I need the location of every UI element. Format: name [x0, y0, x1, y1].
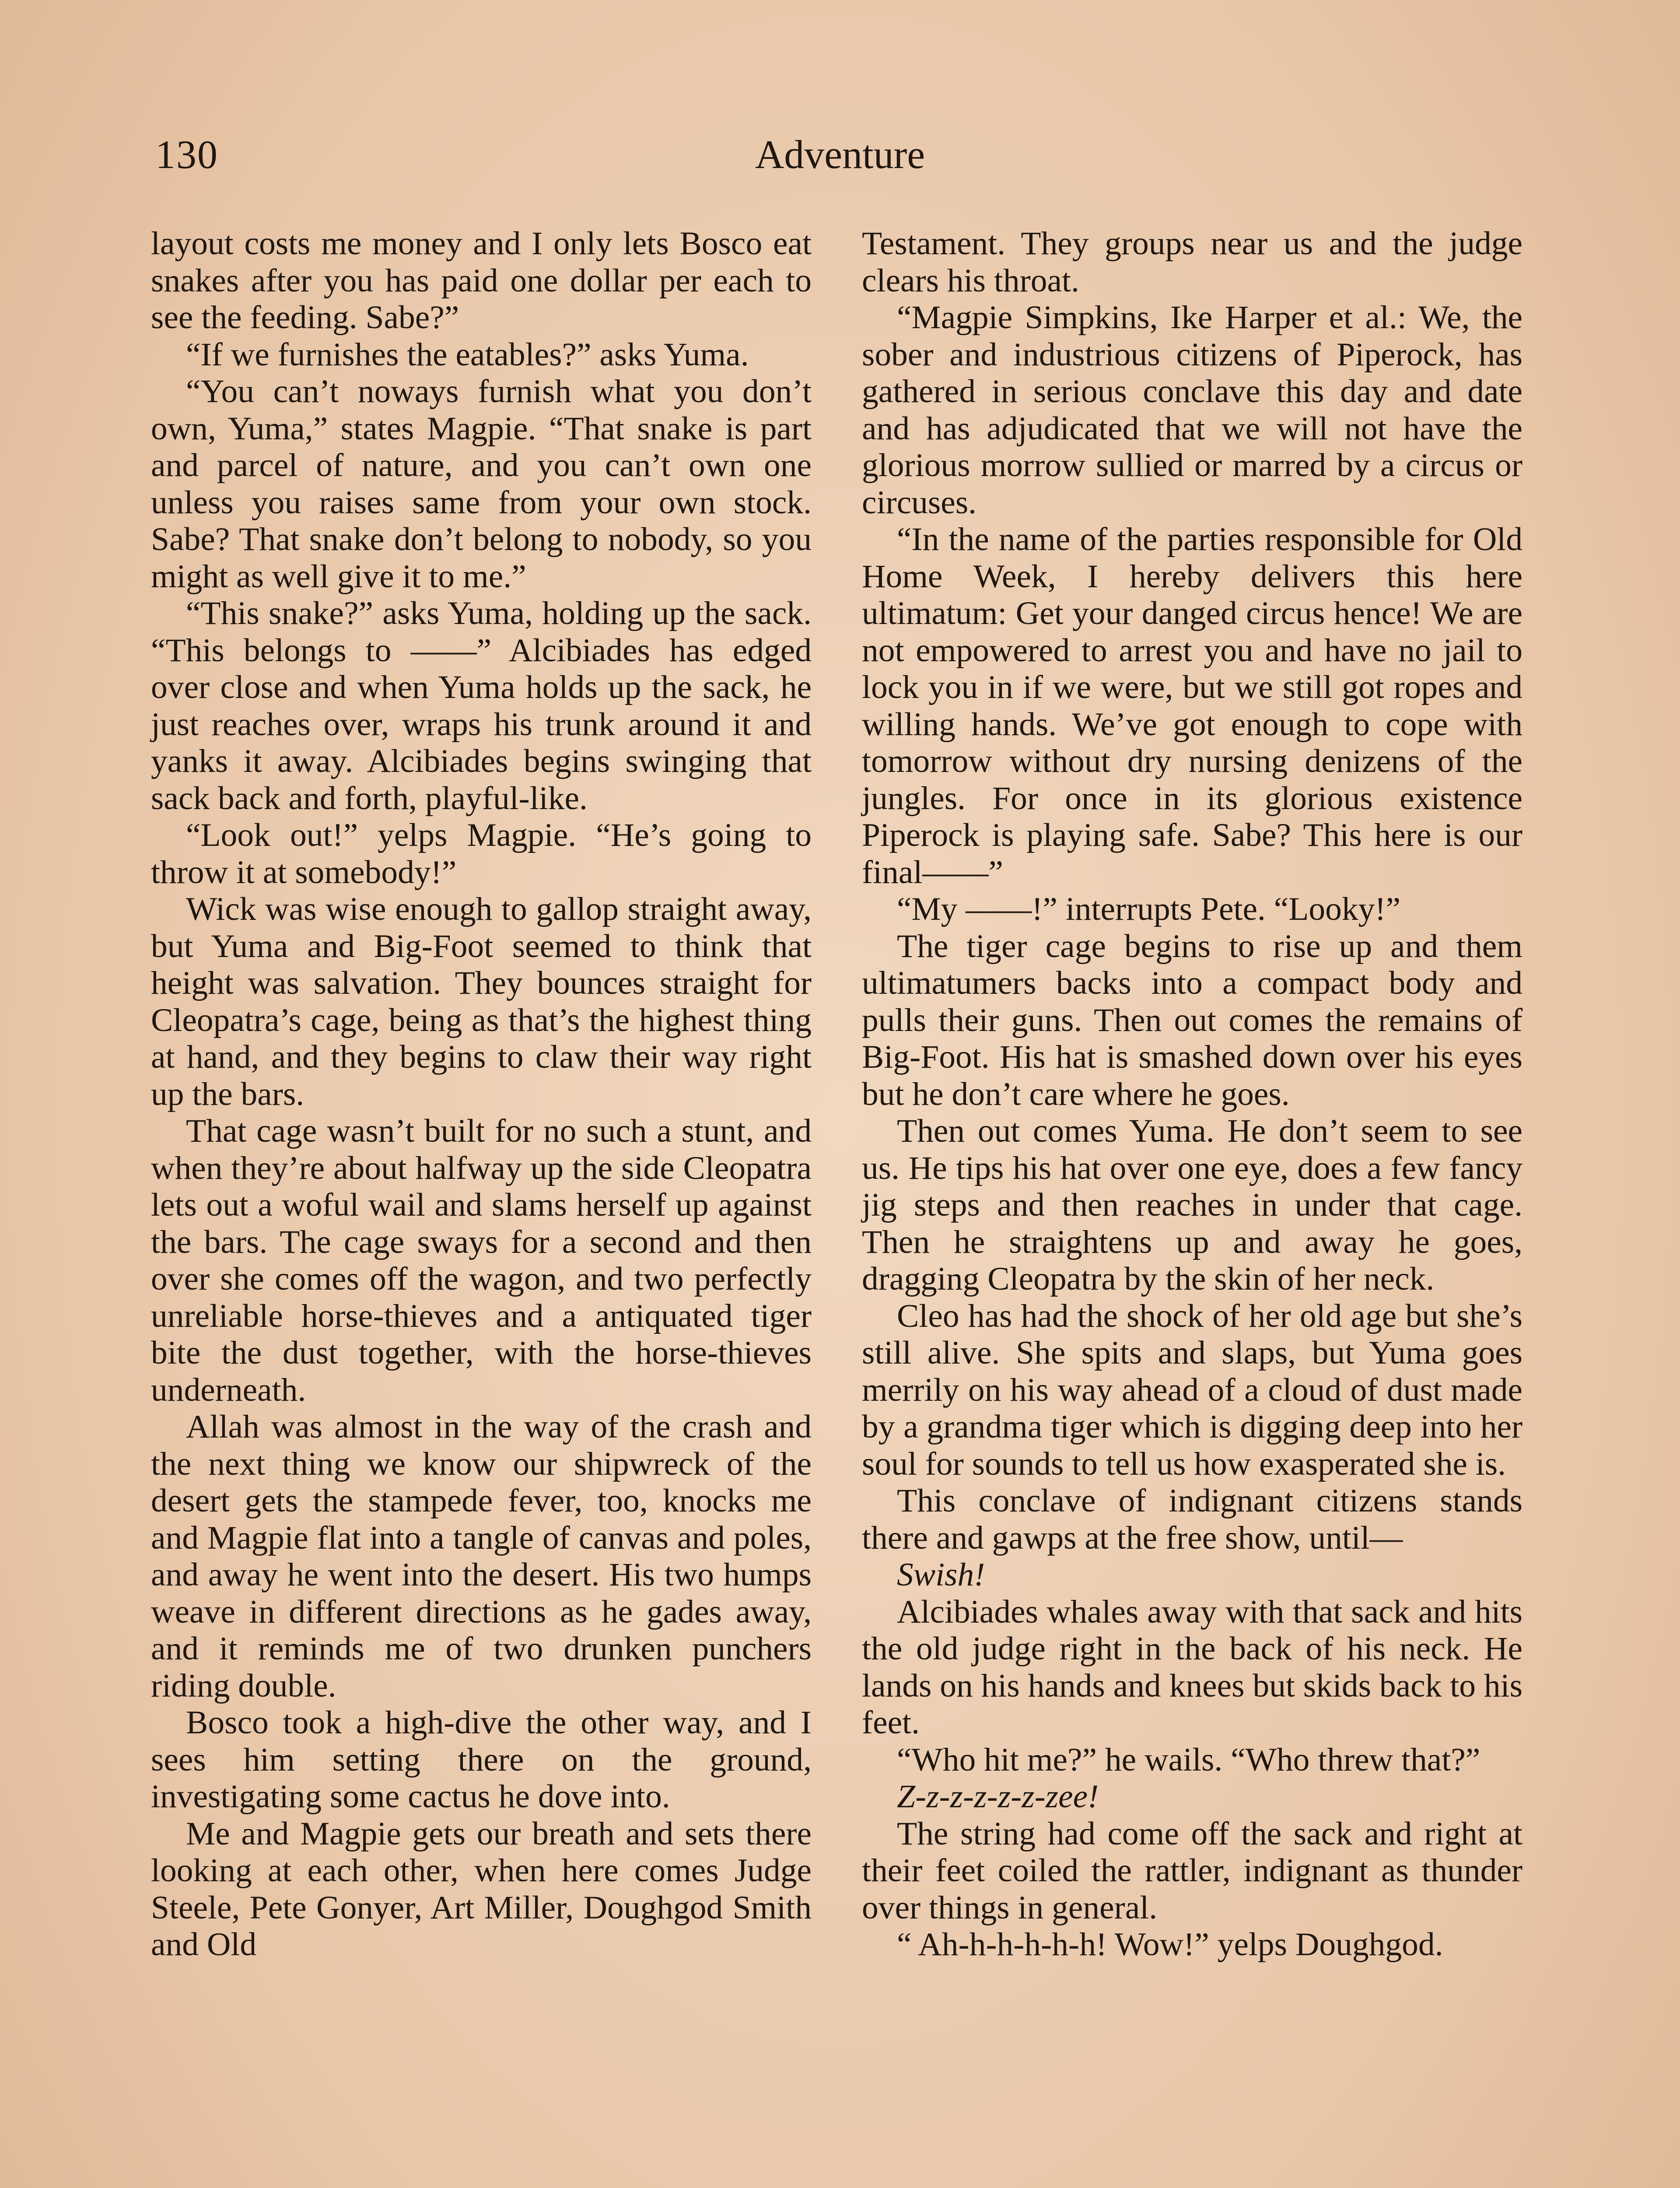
paragraph: “In the name of the parties responsible for Old Home Week, I hereby delivers this here ultimatum: Get your danged circus hence! We are not empowered to arrest you and have no jail to lock you in if we were, but we still got ropes and willing hands. We’ve got enough to cope with tomorrow without dry nursing denizens of the jungles. For once in its glorious existence Piperock is playing safe. Sabe? This here is our final——” — [862, 521, 1522, 891]
paragraph: The tiger cage begins to rise up and them ultimatumers backs into a compact body and pulls their guns. Then out comes the remains of Big-Foot. His hat is smashed down over his eyes but he don’t care where he goes. — [862, 928, 1522, 1112]
paragraph: “ Ah-h-h-h-h-h! Wow!” yelps Doughgod. — [897, 1926, 1443, 1963]
paragraph: This conclave of indignant citizens stands there and gawps at the free show, until— — [862, 1483, 1522, 1556]
paragraph: “If we furnishes the eatables?” asks Yuma. — [186, 336, 749, 373]
paragraph: Swish! — [897, 1557, 985, 1593]
paragraph: The string had come off the sack and right at their feet coiled the rattler, indignant as thunder over things in general. — [862, 1815, 1522, 1926]
paragraph: Bosco took a high-dive the other way, and I sees him setting there on the ground, investigating some cactus he dove into. — [151, 1704, 812, 1815]
running-title: Adventure — [755, 132, 925, 177]
left-column — [151, 225, 812, 1964]
paragraph: Cleo has had the shock of her old age but she’s still alive. She spits and slaps, but Yuma goes merrily on his way ahead of a cloud of dust made by a grandma tiger which is digging deep into her soul for sounds to tell us how exasperated she is. — [862, 1297, 1522, 1482]
right-column — [862, 225, 1522, 1964]
paragraph: “This snake?” asks Yuma, holding up the sack. “This belongs to ——” Alcibiades has edged over close and when Yuma holds up the sack, he just reaches over, wraps his trunk around it and yanks it away. Alcibiades begins swinging that sack back and forth, playful-like. — [151, 595, 812, 817]
paragraph: Allah was almost in the way of the crash and the next thing we know our shipwreck of the desert gets the stampede fever, too, knocks me and Magpie flat into a tangle of canvas and poles, and away he went into the desert. His two humps weave in different directions as he gades away, and it reminds me of two drunken punchers riding double. — [151, 1409, 812, 1704]
paragraph: “Who hit me?” he wails. “Who threw that?” — [897, 1741, 1480, 1778]
paragraph: Z-z-z-z-z-z-zee! — [897, 1778, 1099, 1815]
paragraph: “Look out!” yelps Magpie. “He’s going to throw it at somebody!” — [151, 817, 812, 891]
paragraph: Wick was wise enough to gallop straight away, but Yuma and Big-Foot seemed to think that height was salvation. They bounces straight for Cleopatra’s cage, being as that’s the highest thing at hand, and they begins to claw their way right up the bars. — [151, 891, 812, 1112]
paragraph: That cage wasn’t built for no such a stunt, and when they’re about halfway up the side Cleopatra lets out a woful wail and slams herself up against the bars. The cage sways for a second and then over she comes off the wagon, and two perfectly unreliable horse-thieves and a antiquated tiger bite the dust together, with the horse-thieves underneath. — [151, 1113, 812, 1408]
paragraph: “You can’t noways furnish what you don’t own, Yuma,” states Magpie. “That snake is part and parcel of nature, and you can’t own one unless you raises same from your own stock. Sabe? That snake don’t belong to nobody, so you might as well give it to me.” — [151, 373, 812, 595]
paragraph: layout costs me money and I only lets Bosco eat snakes after you has paid one dollar per each to see the feeding. Sabe?” — [151, 225, 812, 336]
paragraph: Alcibiades whales away with that sack and hits the old judge right in the back of his neck. He lands on his hands and knees but skids back to his feet. — [862, 1593, 1522, 1741]
page-header — [155, 131, 1525, 188]
paragraph: Me and Magpie gets our breath and sets there looking at each other, when here comes Judge Steele, Pete Gonyer, Art Miller, Doughgod Smith and Old — [151, 1815, 812, 1963]
paragraph: Testament. They groups near us and the judge clears his throat. — [862, 225, 1522, 299]
paragraph: “My ——!” interrupts Pete. “Looky!” — [897, 891, 1401, 927]
paragraph: “Magpie Simpkins, Ike Harper et al.: We, the sober and industrious citizens of Piperock, has gathered in serious conclave this day and date and has adjudicated that we will not have the glorious morrow sullied or marred by a circus or circuses. — [862, 299, 1522, 521]
paragraph: Then out comes Yuma. He don’t seem to see us. He tips his hat over one eye, does a few fancy jig steps and then reaches in under that cage. Then he straightens up and away he goes, dragging Cleopatra by the skin of her neck. — [862, 1113, 1522, 1297]
page-number: 130 — [155, 132, 218, 177]
